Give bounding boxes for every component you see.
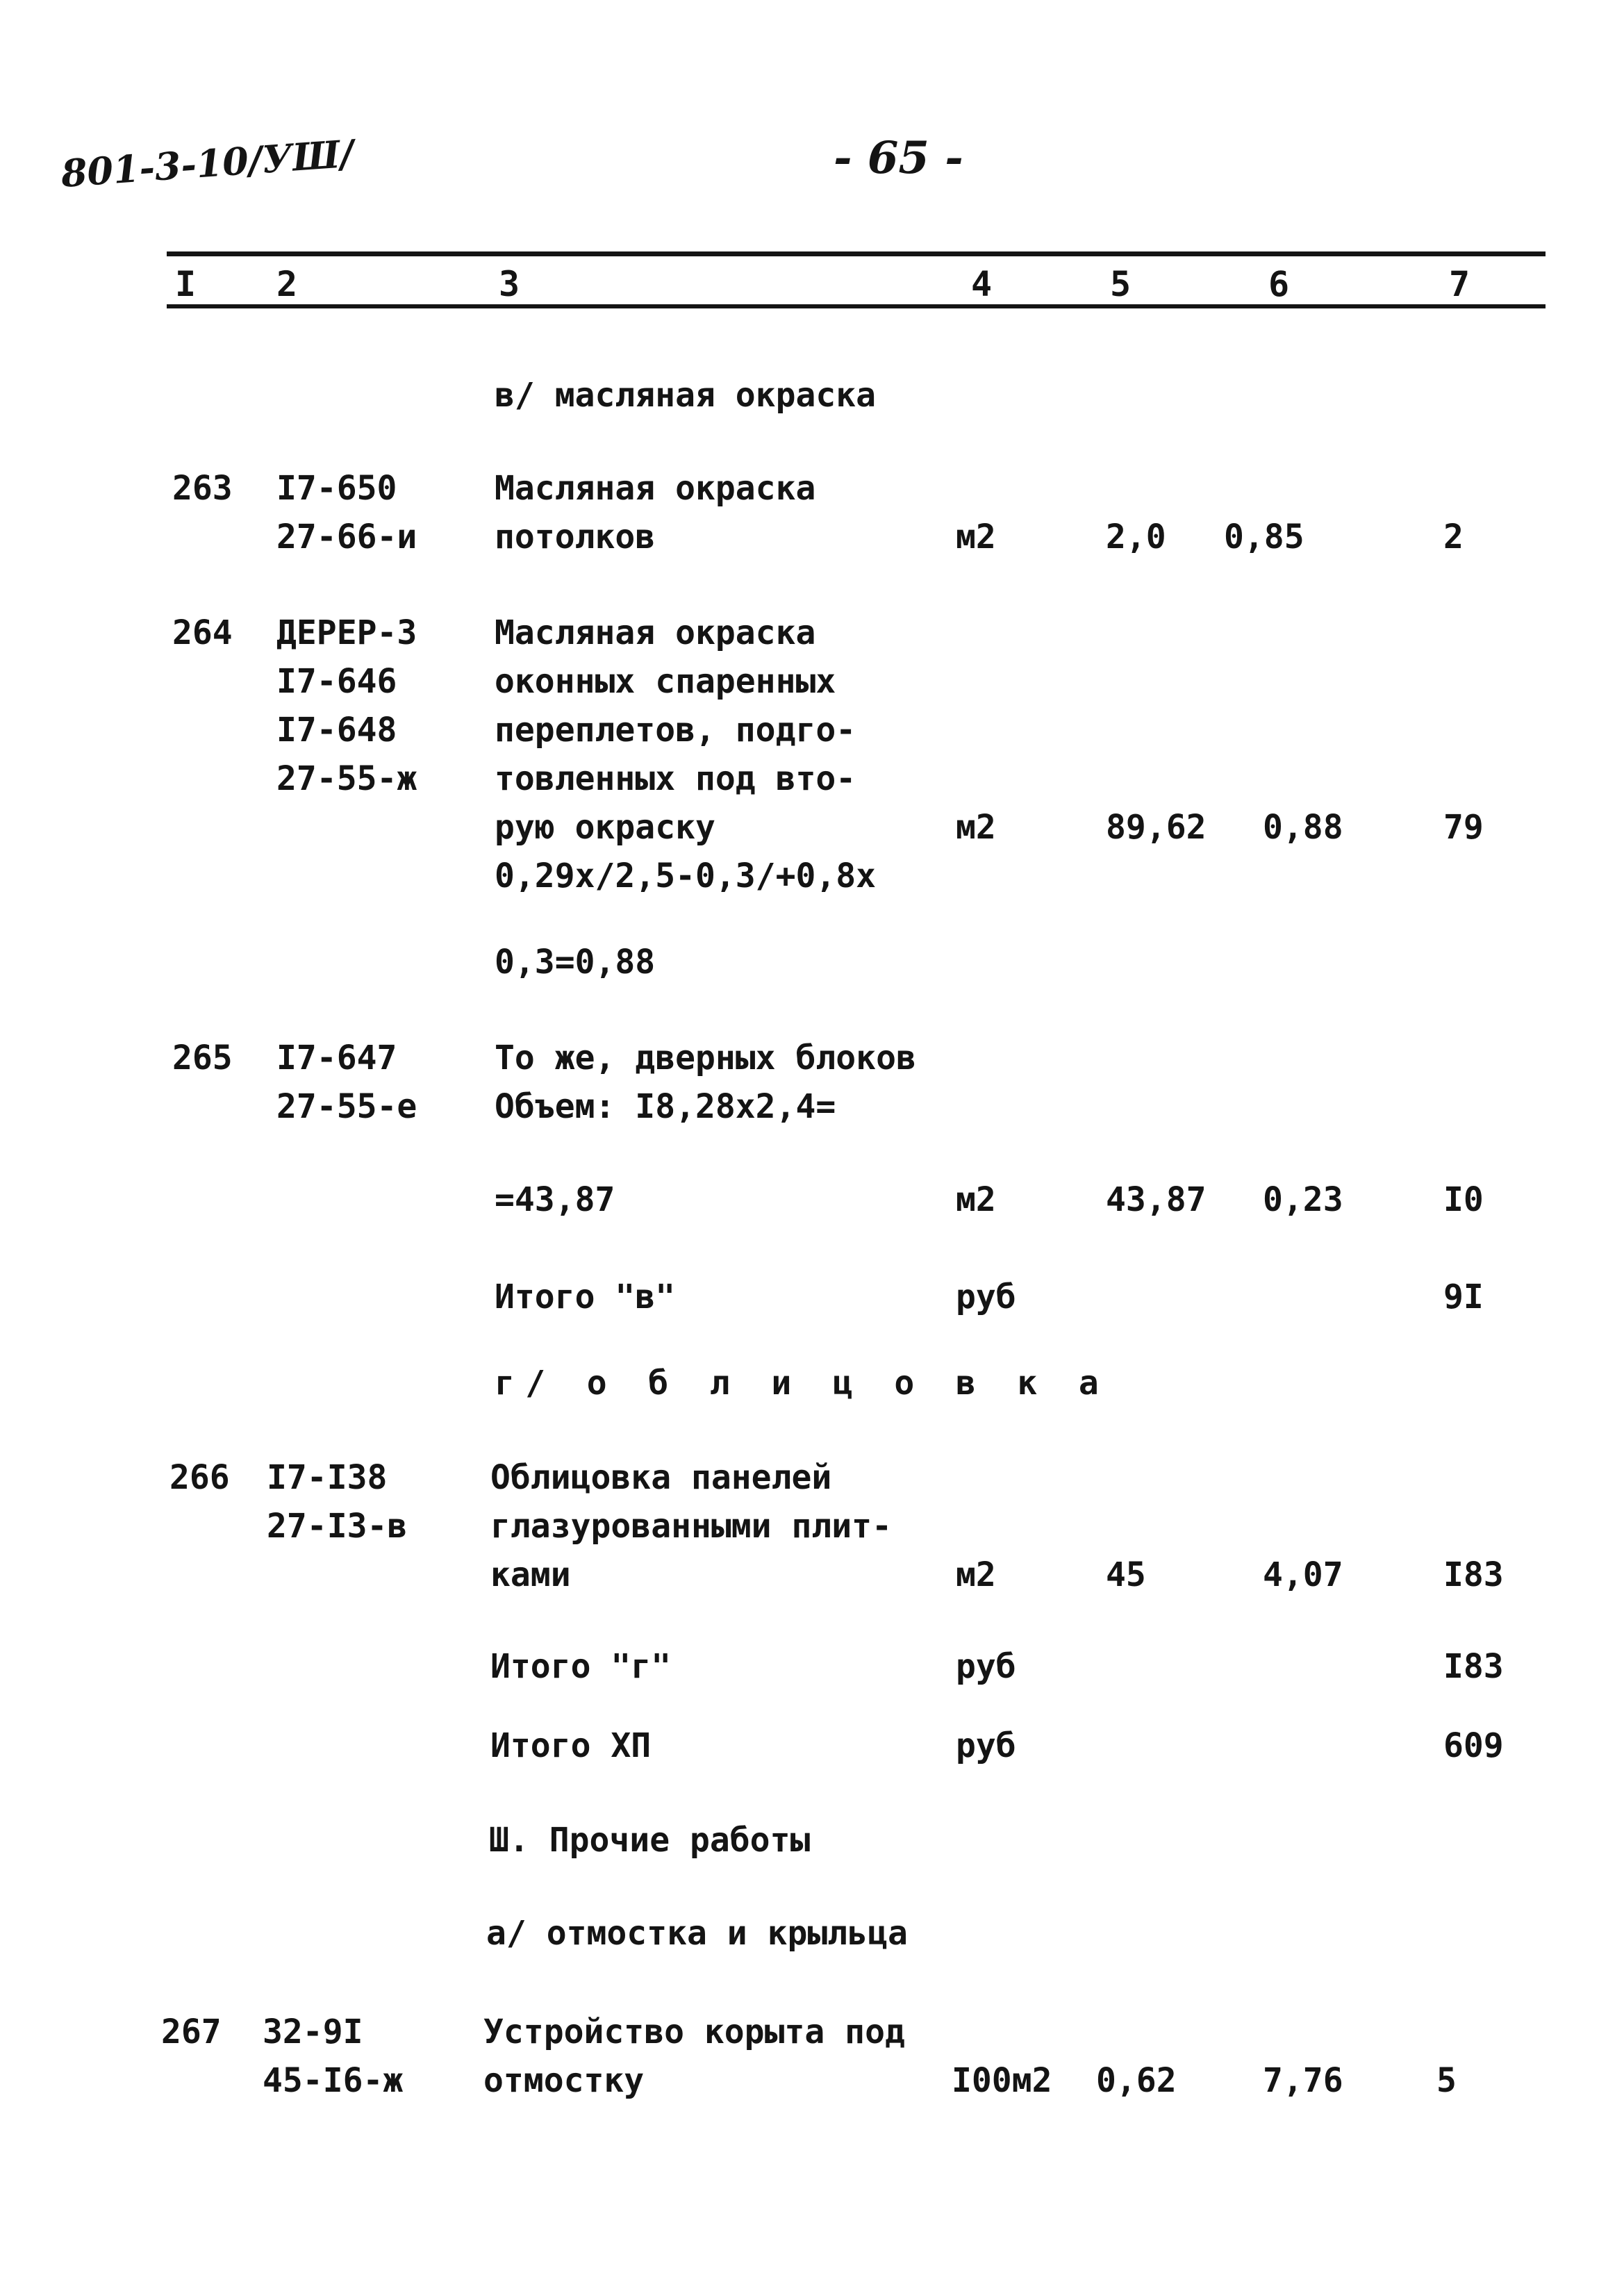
section-heading-v: в/ масляная окраска bbox=[495, 376, 877, 415]
norm-code: I7-646 bbox=[276, 662, 397, 701]
subtotal-unit: руб bbox=[956, 1278, 1016, 1316]
quantity-cell: 89,62 bbox=[1106, 808, 1207, 847]
work-description: товленных под вто- bbox=[495, 759, 856, 798]
work-description: Масляная окраска bbox=[495, 469, 816, 508]
work-description: отмостку bbox=[483, 2061, 645, 2100]
subtotal-value: 609 bbox=[1443, 1726, 1504, 1765]
row-number: 267 bbox=[161, 2013, 222, 2051]
norm-code: 27-55-ж bbox=[276, 759, 417, 798]
work-description: глазурованными плит- bbox=[490, 1507, 892, 1546]
unit-cell: м2 bbox=[956, 1180, 996, 1219]
page-number: - 65 - bbox=[834, 132, 963, 184]
column-header-3: 3 bbox=[499, 264, 520, 304]
unit-cell: I00м2 bbox=[952, 2061, 1052, 2100]
header-top-rule bbox=[167, 251, 1546, 256]
section-heading-xiii: Ш. Прочие работы bbox=[489, 1821, 811, 1860]
work-description: потолков bbox=[495, 518, 656, 556]
subtotal-unit: руб bbox=[956, 1647, 1016, 1686]
subtotal-value: 9I bbox=[1443, 1278, 1484, 1316]
column-header-1: I bbox=[175, 264, 197, 304]
work-description: переплетов, подго- bbox=[495, 711, 856, 750]
unit-cell: м2 bbox=[956, 1555, 996, 1594]
work-description: оконных спаренных bbox=[495, 662, 836, 701]
norm-code: I7-I38 bbox=[267, 1458, 388, 1497]
column-header-4: 4 bbox=[971, 264, 993, 304]
row-number: 263 bbox=[172, 469, 233, 508]
subtotal-label: Итого "г" bbox=[490, 1647, 672, 1686]
row-number: 266 bbox=[169, 1458, 230, 1497]
total-cell: 2 bbox=[1443, 518, 1464, 556]
quantity-cell: 45 bbox=[1106, 1555, 1146, 1594]
work-description: Устройство корыта под bbox=[483, 2013, 905, 2051]
work-description: рую окраску bbox=[495, 808, 715, 847]
column-header-5: 5 bbox=[1110, 264, 1132, 304]
unit-cell: м2 bbox=[956, 808, 996, 847]
norm-code: 27-I3-в bbox=[267, 1507, 408, 1546]
quantity-cell: 43,87 bbox=[1106, 1180, 1207, 1219]
volume-formula: Объем: I8,28x2,4= bbox=[495, 1087, 836, 1126]
work-description: То же, дверных блоков bbox=[495, 1039, 916, 1077]
unit-cell: м2 bbox=[956, 518, 996, 556]
price-cell: 0,85 bbox=[1224, 518, 1304, 556]
column-header-2: 2 bbox=[276, 264, 298, 304]
norm-code: 45-I6-ж bbox=[263, 2061, 404, 2100]
volume-formula: 0,3=0,88 bbox=[495, 943, 656, 982]
price-cell: 0,88 bbox=[1263, 808, 1343, 847]
norm-code: I7-650 bbox=[276, 469, 397, 508]
total-cell: I83 bbox=[1443, 1555, 1504, 1594]
subtotal-unit: руб bbox=[956, 1726, 1016, 1765]
price-cell: 4,07 bbox=[1263, 1555, 1343, 1594]
norm-code: 27-55-е bbox=[276, 1087, 417, 1126]
price-cell: 0,23 bbox=[1263, 1180, 1343, 1219]
work-description: ками bbox=[490, 1555, 571, 1594]
work-description: Масляная окраска bbox=[495, 613, 816, 652]
column-header-6: 6 bbox=[1268, 264, 1290, 304]
volume-formula: =43,87 bbox=[495, 1180, 615, 1219]
row-number: 265 bbox=[172, 1039, 233, 1077]
total-cell: 79 bbox=[1443, 808, 1484, 847]
column-header-7: 7 bbox=[1449, 264, 1470, 304]
work-description: Облицовка панелей bbox=[490, 1458, 832, 1497]
section-heading-a: а/ отмостка и крыльца bbox=[486, 1914, 908, 1953]
quantity-cell: 0,62 bbox=[1096, 2061, 1177, 2100]
document-code: 801-3-10/УШ/ bbox=[59, 131, 356, 196]
price-cell: 7,76 bbox=[1263, 2061, 1343, 2100]
norm-code: 32-9I bbox=[263, 2013, 363, 2051]
norm-code: I7-648 bbox=[276, 711, 397, 750]
subtotal-label: Итого "в" bbox=[495, 1278, 676, 1316]
volume-formula: 0,29x/2,5-0,3/+0,8x bbox=[495, 857, 877, 895]
header-bottom-rule bbox=[167, 304, 1546, 308]
section-heading-g: г/ о б л и ц о в к а bbox=[495, 1364, 1110, 1403]
norm-code: 27-66-и bbox=[276, 518, 417, 556]
quantity-cell: 2,0 bbox=[1106, 518, 1166, 556]
total-cell: I0 bbox=[1443, 1180, 1484, 1219]
total-cell: 5 bbox=[1436, 2061, 1457, 2100]
row-number: 264 bbox=[172, 613, 233, 652]
subtotal-value: I83 bbox=[1443, 1647, 1504, 1686]
subtotal-label: Итого ХП bbox=[490, 1726, 652, 1765]
norm-code: I7-647 bbox=[276, 1039, 397, 1077]
norm-code: ДЕРЕР-3 bbox=[276, 613, 417, 652]
